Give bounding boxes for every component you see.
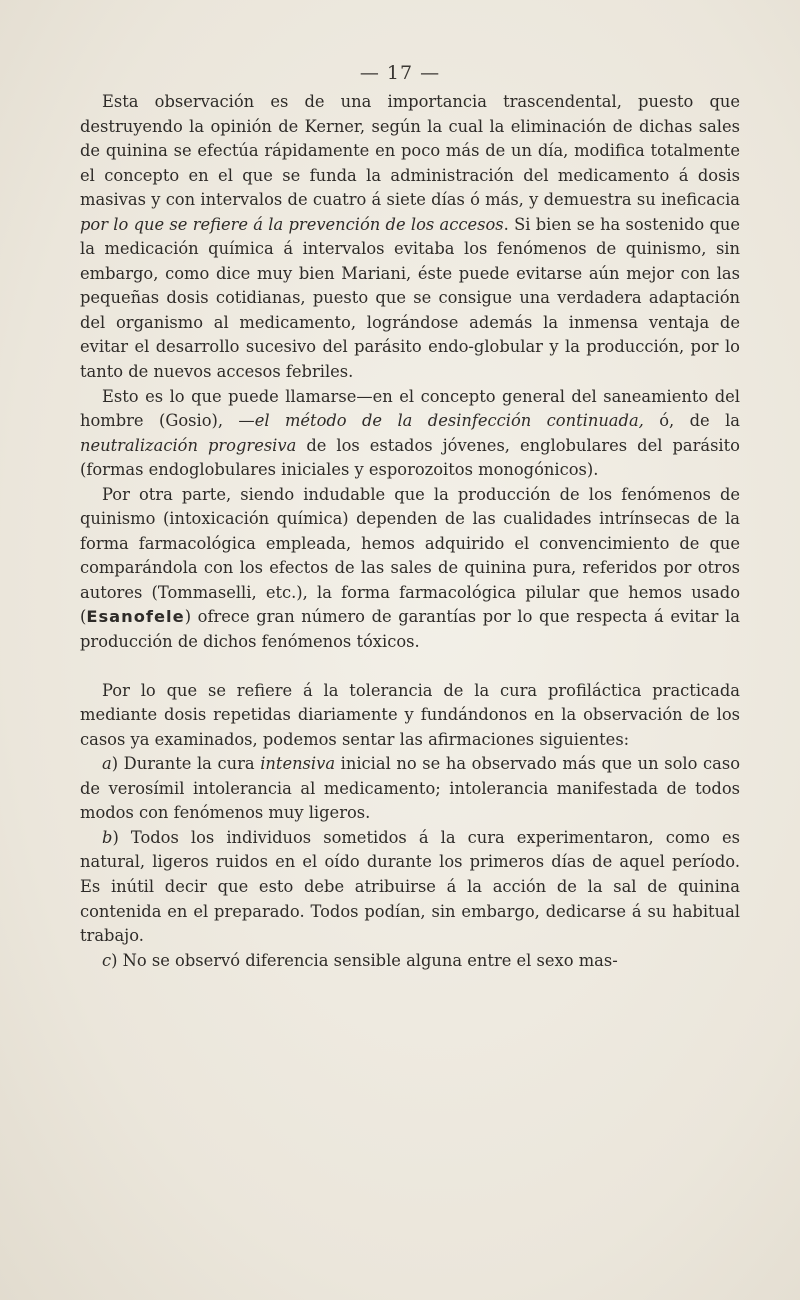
list-item-a-text-b: inicial no se ha observado más que un solo caso de verosímil intolerancia al medicamento; intolerancia manifestada de todos modos con fenómenos muy ligeros. <box>80 754 740 823</box>
paragraph-2-text-c: de los estados jóvenes, englobulares del parásito (formas endoglobulares iniciales y esporozoitos monogónicos). <box>80 435 740 480</box>
list-item-c-label: c <box>102 950 112 970</box>
paragraph-3 <box>80 483 740 655</box>
paragraph-4 <box>80 679 740 753</box>
list-item-a-text-a: ) Durante la cura <box>111 754 261 774</box>
paragraph-2-emphasis-b: neutralización progresiva <box>80 435 297 455</box>
paragraph-1 <box>80 90 740 385</box>
paragraph-2-emphasis-a: el método de la desinfección continuada, <box>254 411 644 431</box>
list-item-c-text: ) No se observó diferencia sensible alguna entre el sexo mas- <box>111 950 618 970</box>
list-item-a <box>80 752 740 826</box>
list-item-b <box>80 826 740 949</box>
brand-name: Esanofele <box>86 607 185 627</box>
paragraph-1-text-b: . Si bien se ha sostenido que la medicación química á intervalos evitaba los fenómenos de quinismo, sin embargo, como dice muy bien Mariani, éste puede evitarse aún mejor con las pequeñas dosis cotidianas, puesto que se consigue una verdadera adaptación del organismo al medicamento, lográndose además la inmensa ventaja de evitar el desarrollo sucesivo del parásito endo-globular y la producción, por lo tanto de nuevos accesos febriles. <box>80 214 740 382</box>
paragraph-3-text-a: Por otra parte, siendo indudable que la producción de los fenómenos de quinismo (intoxicación química) dependen de las cualidades intrínsecas de la forma farmacológica empleada, hemos adquirido el convencimiento de que comparándola con los efectos de las sales de quinina pura, referidos por otros autores (Tommaselli, etc.), la forma farmacológica pilular que hemos usado ( <box>80 484 740 627</box>
paragraph-2-text-b: ó, de la <box>643 411 740 431</box>
paragraph-1-text-a: Esta observación es de una importancia trascendental, puesto que destruyendo la opinión de Kerner, según la cual la eliminación de dichas sales de quinina se efectúa rápidamente en poco más de un día, modifica totalmente el concepto en el que se funda la administración del medicamento á dosis masivas y con intervalos de cuatro á siete días ó más, y demuestra su ineficacia <box>80 92 740 210</box>
paragraph-3-text-b: ) ofrece gran número de garantías por lo que respecta á evitar la producción de dichos fenómenos tóxicos. <box>80 607 740 652</box>
paragraph-2-text-a: Esto es lo que puede llamarse—en el concepto general del saneamiento del hombre (Gosio), — <box>80 386 740 431</box>
page-number: — 17 — <box>359 62 441 84</box>
list-item-a-emphasis: intensiva <box>260 754 336 774</box>
paragraph-2 <box>80 385 740 483</box>
paragraph-1-emphasis: por lo que se refiere á la prevención de los accesos <box>80 214 504 234</box>
list-item-a-label: a <box>102 754 112 774</box>
list-item-c <box>80 949 740 974</box>
list-item-b-label: b <box>102 827 113 847</box>
body-text <box>80 90 740 973</box>
paragraph-4-text: Por lo que se refiere á la tolerancia de la cura profiláctica practicada mediante dosis repetidas diariamente y fundándonos en la observación de los casos ya examinados, podemos sentar las afirmaciones siguientes: <box>80 680 740 749</box>
list-item-b-text: ) Todos los individuos sometidos á la cura experimentaron, como es natural, ligeros ruidos en el oído durante los primeros días de aquel período. Es inútil decir que esto debe atribuirse á la acción de la sal de quinina contenida en el preparado. Todos podían, sin embargo, dedicarse á su habitual trabajo. <box>80 827 740 946</box>
